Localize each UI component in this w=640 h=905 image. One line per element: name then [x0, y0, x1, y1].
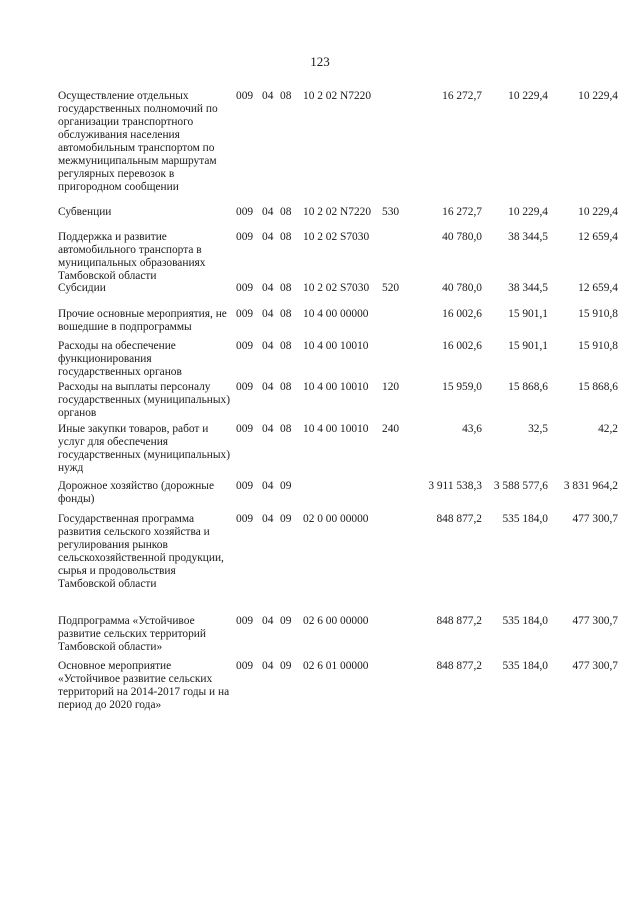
table-row	[58, 282, 618, 295]
amount-year-1: 40 780,0	[442, 282, 482, 294]
amount-year-2: 535 184,0	[502, 513, 548, 525]
amount-year-2: 3 588 577,6	[493, 480, 548, 492]
table-row	[58, 340, 618, 379]
amount-year-2: 15 901,1	[508, 340, 548, 352]
amount-year-3: 10 229,4	[578, 90, 618, 102]
table-row	[58, 423, 618, 475]
section-code: 04	[262, 381, 274, 393]
amount-year-1: 16 002,6	[442, 340, 482, 352]
expense-name: Подпрограмма «Устойчивое развитие сельских территорий Тамбовской области»	[58, 615, 206, 653]
subsection-code: 08	[280, 206, 292, 218]
amount-year-3: 15 910,8	[578, 308, 618, 320]
amount-year-2: 535 184,0	[502, 615, 548, 627]
table-row	[58, 615, 618, 654]
expense-type-code: 120	[382, 381, 400, 393]
amount-year-1: 16 272,7	[442, 90, 482, 102]
expense-name: Прочие основные мероприятия, не вошедшие в подпрограммы	[58, 308, 227, 333]
expense-name: Осуществление отдельных государственных полномочий по организации транспортного обслуживания населения автомобильным транспортом по межмуниципальным маршрутам регулярных перевозок в пригородном сообщении	[58, 90, 218, 193]
expense-name: Расходы на выплаты персоналу государственных (муниципальных) органов	[58, 381, 231, 419]
section-code: 04	[262, 480, 274, 492]
amount-year-1: 43,6	[462, 423, 482, 435]
amount-year-2: 38 344,5	[508, 282, 548, 294]
ministry-code: 009	[236, 340, 254, 352]
amount-year-2: 32,5	[528, 423, 548, 435]
page-number: 123	[310, 54, 330, 69]
section-code: 04	[262, 423, 274, 435]
target-article-code: 10 4 00 10010	[303, 340, 369, 352]
amount-year-1: 16 272,7	[442, 206, 482, 218]
table-row	[58, 90, 618, 194]
section-code: 04	[262, 282, 274, 294]
amount-year-1: 848 877,2	[436, 660, 482, 672]
amount-year-2: 38 344,5	[508, 231, 548, 243]
expense-name: Расходы на обеспечение функционирования государственных органов	[58, 340, 182, 378]
subsection-code: 08	[280, 381, 292, 393]
amount-year-3: 477 300,7	[572, 513, 618, 525]
target-article-code: 10 4 00 00000	[303, 308, 369, 320]
expense-name: Поддержка и развитие автомобильного транспорта в муниципальных образованиях Тамбовской области	[58, 231, 206, 282]
subsection-code: 08	[280, 423, 292, 435]
amount-year-3: 15 868,6	[578, 381, 618, 393]
amount-year-3: 477 300,7	[572, 660, 618, 672]
amount-year-3: 3 831 964,2	[563, 480, 618, 492]
amount-year-3: 42,2	[598, 423, 618, 435]
amount-year-2: 10 229,4	[508, 206, 548, 218]
target-article-code: 02 0 00 00000	[303, 513, 369, 525]
section-code: 04	[262, 206, 274, 218]
amount-year-1: 848 877,2	[436, 513, 482, 525]
expense-name: Основное мероприятие «Устойчивое развитие сельских территорий на 2014-2017 годы и на период до 2020 года»	[58, 660, 230, 711]
table-row	[58, 381, 618, 420]
section-code: 04	[262, 513, 274, 525]
target-article-code: 02 6 00 00000	[303, 615, 369, 627]
expense-type-code: 240	[382, 423, 400, 435]
subsection-code: 08	[280, 282, 292, 294]
amount-year-3: 477 300,7	[572, 615, 618, 627]
expense-name: Иные закупки товаров, работ и услуг для обеспечения государственных (муниципальных) нужд	[58, 423, 231, 474]
table-row	[58, 513, 618, 591]
target-article-code: 10 4 00 10010	[303, 381, 369, 393]
target-article-code: 02 6 01 00000	[303, 660, 369, 672]
target-article-code: 10 2 02 N7220	[303, 206, 372, 218]
section-code: 04	[262, 615, 274, 627]
table-row	[58, 660, 618, 712]
subsection-code: 08	[280, 231, 292, 243]
amount-year-2: 15 901,1	[508, 308, 548, 320]
amount-year-3: 12 659,4	[578, 231, 618, 243]
ministry-code: 009	[236, 206, 254, 218]
expense-type-code: 520	[382, 282, 400, 294]
amount-year-2: 10 229,4	[508, 90, 548, 102]
section-code: 04	[262, 90, 274, 102]
ministry-code: 009	[236, 90, 254, 102]
ministry-code: 009	[236, 282, 254, 294]
ministry-code: 009	[236, 615, 254, 627]
amount-year-1: 15 959,0	[442, 381, 482, 393]
ministry-code: 009	[236, 423, 254, 435]
subsection-code: 08	[280, 90, 292, 102]
amount-year-3: 12 659,4	[578, 282, 618, 294]
expense-name: Субсидии	[58, 282, 106, 294]
expense-name: Дорожное хозяйство (дорожные фонды)	[58, 480, 215, 505]
target-article-code: 10 4 00 10010	[303, 423, 369, 435]
table-row	[58, 231, 618, 283]
subsection-code: 09	[280, 480, 292, 492]
subsection-code: 09	[280, 513, 292, 525]
amount-year-1: 3 911 538,3	[428, 480, 482, 492]
target-article-code: 10 2 02 N7220	[303, 90, 372, 102]
ministry-code: 009	[236, 231, 254, 243]
ministry-code: 009	[236, 480, 254, 492]
ministry-code: 009	[236, 660, 254, 672]
subsection-code: 08	[280, 308, 292, 320]
table-row	[58, 308, 618, 334]
amount-year-1: 16 002,6	[442, 308, 482, 320]
expense-type-code: 530	[382, 206, 400, 218]
amount-year-2: 535 184,0	[502, 660, 548, 672]
expense-name: Государственная программа развития сельского хозяйства и регулирования рынков сельскохозяйственной продукции, сырья и продовольствия Тамбовской области	[58, 513, 224, 590]
table-row	[58, 206, 618, 219]
target-article-code: 10 2 02 S7030	[303, 282, 370, 294]
target-article-code: 10 2 02 S7030	[303, 231, 370, 243]
subsection-code: 08	[280, 340, 292, 352]
section-code: 04	[262, 660, 274, 672]
ministry-code: 009	[236, 381, 254, 393]
ministry-code: 009	[236, 513, 254, 525]
amount-year-1: 848 877,2	[436, 615, 482, 627]
table-row	[58, 480, 618, 506]
amount-year-3: 10 229,4	[578, 206, 618, 218]
subsection-code: 09	[280, 660, 292, 672]
ministry-code: 009	[236, 308, 254, 320]
amount-year-1: 40 780,0	[442, 231, 482, 243]
amount-year-2: 15 868,6	[508, 381, 548, 393]
section-code: 04	[262, 308, 274, 320]
amount-year-3: 15 910,8	[578, 340, 618, 352]
section-code: 04	[262, 340, 274, 352]
expense-name: Субвенции	[58, 206, 112, 218]
section-code: 04	[262, 231, 274, 243]
subsection-code: 09	[280, 615, 292, 627]
